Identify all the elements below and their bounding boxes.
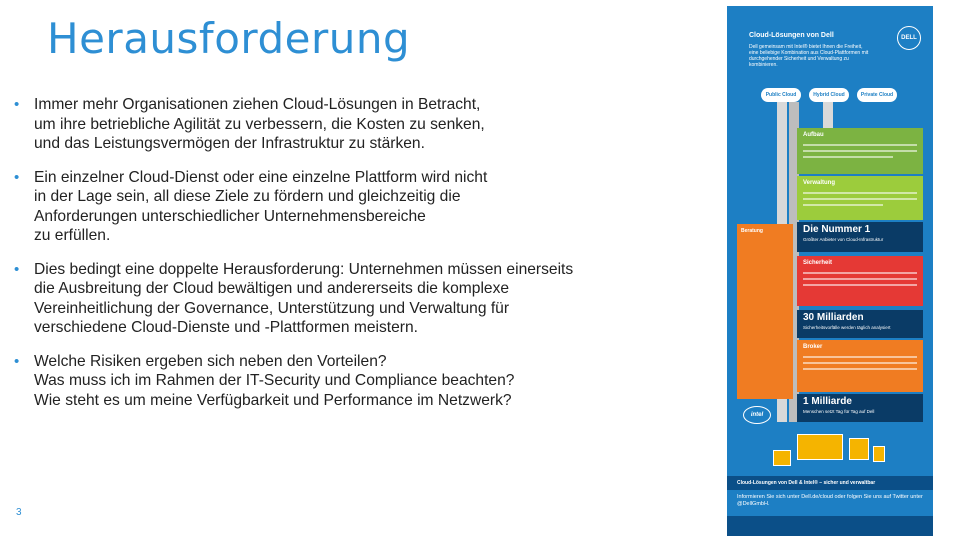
band-title: Sicherheit: [803, 260, 833, 266]
phone-icon: [873, 446, 885, 462]
side-column-title: Beratung: [741, 228, 763, 234]
laptop-icon: [773, 450, 791, 466]
band-text-line: [803, 356, 917, 358]
dell-logo: DELL: [897, 26, 921, 50]
slide-title: Herausforderung: [47, 14, 411, 63]
band-title: Broker: [803, 344, 823, 350]
tablet-icon: [849, 438, 869, 460]
bullet-item: • Dies bedingt eine doppelte Herausforderung: Unternehmen müssen einerseits die Ausbreitung der Cloud bewältigen und andererseits die komplexe Vereinheitlichung der Governance, Unterstützung und Verwaltung für verschiedene Cloud-Dienste und -Plattformen meistern.: [14, 260, 704, 338]
cloud-hybrid: Hybrid Cloud: [809, 88, 849, 102]
infographic-intro: Dell gemeinsam mit Intel® bietet Ihnen die Freiheit, eine beliebige Kombination aus Cloud-Plattformen mit durchgehender Sicherheit und Verwaltung zu kombinieren.: [749, 44, 869, 68]
band-text-line: [803, 156, 893, 158]
band-text-line: [803, 144, 917, 146]
stat-value: Die Nummer 1: [803, 224, 871, 235]
bullet-item: • Welche Risiken ergeben sich neben den Vorteilen? Was muss ich im Rahmen der IT-Security und Compliance beachten? Wie steht es um meine Verfügbarkeit und Performance im Netzwerk?: [14, 352, 704, 411]
cloud-public: Public Cloud: [761, 88, 801, 102]
stat-block: [797, 310, 923, 338]
band-text-line: [803, 278, 917, 280]
band-text-line: [803, 272, 917, 274]
slide-number: 3: [16, 507, 22, 518]
band-text-line: [803, 150, 917, 152]
stat-block: [797, 394, 923, 422]
band-text-line: [803, 362, 917, 364]
band-text-line: [803, 204, 883, 206]
band-title: Aufbau: [803, 132, 824, 138]
infographic-footer-info: Informieren Sie sich unter Dell.de/cloud oder folgen Sie uns auf Twitter unter @DellGmbH.: [727, 490, 933, 516]
stat-value: 30 Milliarden: [803, 312, 864, 323]
infographic-heading: Cloud-Lösungen von Dell: [749, 32, 834, 39]
stat-subtitle: Menschen setzt Tag für Tag auf Dell: [803, 409, 875, 414]
infographic-footer-tag: Cloud-Lösungen von Dell & Intel® – sicher und verwaltbar: [727, 476, 933, 490]
band-text-line: [803, 198, 917, 200]
stat-subtitle: Sicherheitsvorfälle werden täglich analysiert: [803, 325, 891, 330]
band-title: Verwaltung: [803, 180, 836, 186]
band-text-line: [803, 284, 917, 286]
band-text-line: [803, 368, 917, 370]
band-text-line: [803, 192, 917, 194]
band-aufbau: [797, 128, 923, 174]
stat-value: 1 Milliarde: [803, 396, 852, 407]
monitor-icon: [797, 434, 843, 460]
side-column-beratung: [737, 224, 793, 399]
band-verwaltung: [797, 176, 923, 220]
infographic: [727, 6, 933, 536]
stat-block: [797, 222, 923, 252]
cloud-private: Private Cloud: [857, 88, 897, 102]
infographic-footer-bar: [727, 516, 933, 536]
bullet-item: • Immer mehr Organisationen ziehen Cloud-Lösungen in Betracht, um ihre betriebliche Agilität zu verbessern, die Kosten zu senken, und das Leistungsvermögen der Infrastruktur zu stärken.: [14, 95, 704, 154]
stat-subtitle: Größter Anbieter von Cloud-Infrastruktur: [803, 237, 884, 242]
bullet-list: [14, 95, 704, 424]
band-sicherheit: [797, 256, 923, 306]
bullet-item: • Ein einzelner Cloud-Dienst oder eine einzelne Plattform wird nicht in der Lage sein, all diese Ziele zu fördern und gleichzeitig die Anforderungen unterschiedlicher Unternehmensbereiche zu erfüllen.: [14, 168, 704, 246]
band-broker: [797, 340, 923, 392]
intel-logo: intel: [743, 406, 771, 424]
